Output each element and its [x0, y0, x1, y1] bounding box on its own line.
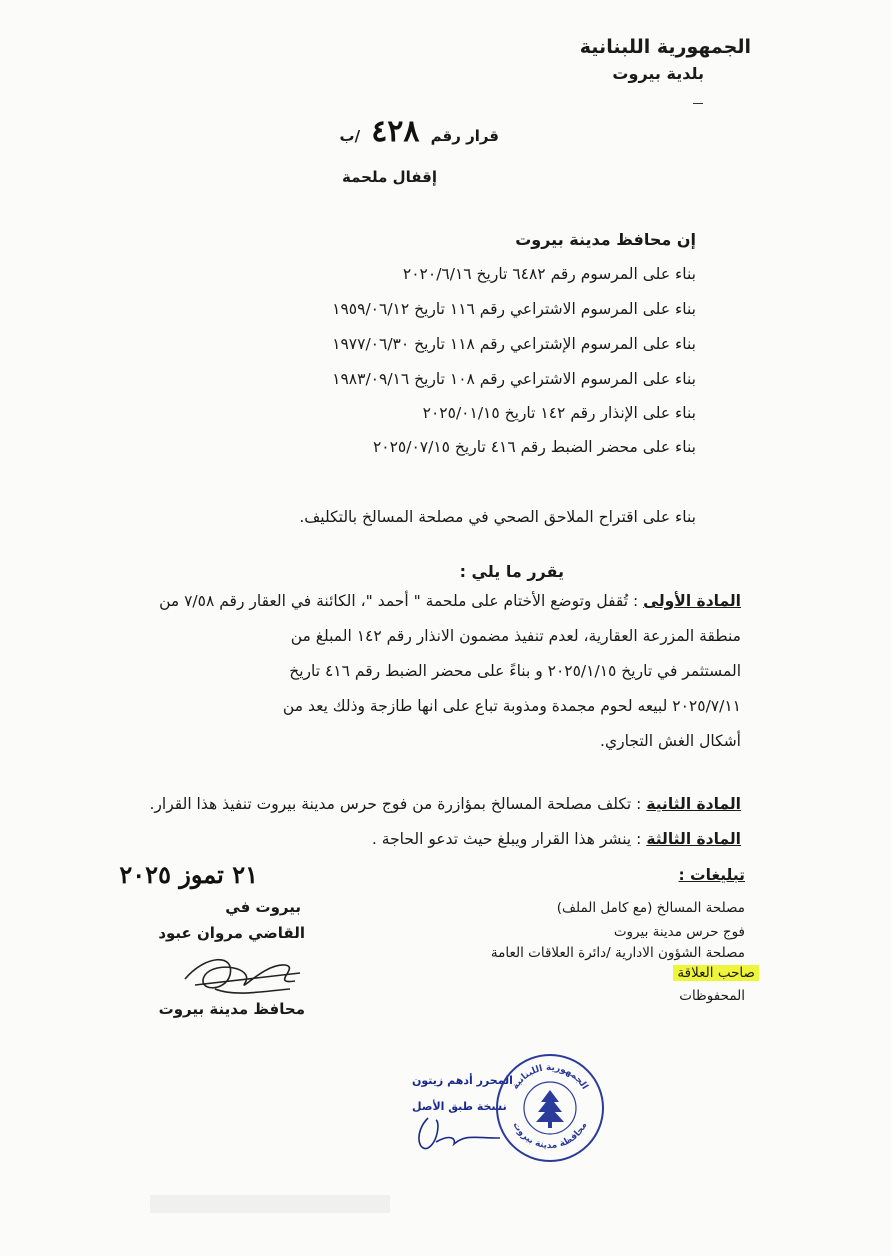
- notification-item: فوج حرس مدينة بيروت: [613, 924, 745, 940]
- reference-line: بناء على الإنذار رقم ١٤٢ تاريخ ٢٠٢٥/٠١/١٥: [422, 404, 696, 422]
- article-one: [159, 592, 741, 610]
- header-dash: [693, 103, 703, 104]
- seal-bottom-text: محافظة مدينة بيروت: [510, 1120, 590, 1152]
- article-two-text: : تكلف مصلحة المسالخ بمؤازرة من فوج حرس مدينة بيروت تنفيذ هذا القرار.: [149, 795, 642, 813]
- reference-line: بناء على المرسوم الاشتراعي رقم ١٠٨ تاريخ ١٩٨٣/٠٩/١٦: [332, 370, 696, 388]
- reference-line: بناء على المرسوم رقم ٦٤٨٢ تاريخ ٢٠٢٠/٦/١٦: [402, 265, 696, 283]
- article-one-line: المستثمر في تاريخ ٢٠٢٥/١/١٥ و بناءً على محضر الضبط رقم ٤١٦ تاريخ: [289, 662, 741, 680]
- article-three: [372, 830, 741, 848]
- notifications-title: تبليغات :: [678, 866, 745, 884]
- handwritten-date: ٢١ تموز ٢٠٢٥: [119, 860, 258, 889]
- decides-heading: يقرر ما يلي :: [459, 562, 564, 581]
- decision-subject: إقفال ملحمة: [341, 168, 437, 186]
- article-one-line: أشكال الغش التجاري.: [600, 732, 741, 750]
- notification-item-highlighted: [673, 965, 759, 981]
- signature-place: بيروت في: [225, 898, 301, 916]
- article-one-label: المادة الأولى: [643, 592, 741, 610]
- municipality-header: بلدية بيروت: [612, 64, 704, 83]
- decision-number: [340, 114, 499, 149]
- notification-item: مصلحة الشؤون الادارية /دائرة العلاقات العامة: [490, 945, 745, 961]
- stamp-editor: المحرر أدهم زيتون: [412, 1074, 513, 1087]
- proposal-line: بناء على اقتراح الملاحق الصحي في مصلحة المسالخ بالتكليف.: [299, 508, 696, 526]
- stamp-copy-note: نسخة طبق الأصل: [412, 1100, 507, 1113]
- reference-line: بناء على المرسوم الاشتراعي رقم ١١٦ تاريخ ١٩٥٩/٠٦/١٢: [332, 300, 696, 318]
- seal-top-text: الجمهورية اللبنانية: [510, 1062, 590, 1092]
- notification-item: مصلحة المسالخ (مع كامل الملف): [556, 900, 745, 916]
- decision-number-handwritten: ٤٢٨: [371, 114, 420, 149]
- article-two-label: المادة الثانية: [646, 795, 741, 813]
- signature-title: محافظ مدينة بيروت: [158, 1000, 305, 1018]
- article-one-line: ٢٠٢٥/٧/١١ لبيعه لحوم مجمدة ومذوبة تباع على انها طازجة وذلك يعد من: [282, 697, 741, 715]
- decision-number-prefix: قرار رقم: [430, 127, 499, 145]
- article-one-line: : تُقفل وتوضع الأختام على ملحمة " أحمد "، الكائنة في العقار رقم ٧/٥٨ من: [159, 592, 639, 610]
- svg-text:الجمهورية اللبنانية: [511, 1063, 590, 1091]
- authority-line: إن محافظ مدينة بيروت: [515, 230, 696, 249]
- republic-header: الجمهورية اللبنانية: [579, 36, 751, 58]
- scan-smudge: [150, 1195, 390, 1213]
- reference-line: بناء على المرسوم الإشتراعي رقم ١١٨ تاريخ ١٩٧٧/٠٦/٣٠: [332, 335, 696, 353]
- notification-item: المحفوظات: [679, 988, 745, 1004]
- decision-number-suffix: /ب: [339, 127, 361, 145]
- article-two: [149, 795, 741, 813]
- cedar-icon: [536, 1090, 564, 1128]
- highlight-mark: صاحب العلاقة: [673, 965, 759, 981]
- signature-scribble: [175, 945, 315, 1003]
- article-three-text: : ينشر هذا القرار ويبلغ حيث تدعو الحاجة .: [371, 830, 642, 848]
- signature-name: القاضي مروان عبود: [158, 924, 305, 942]
- reference-line: بناء على محضر الضبط رقم ٤١٦ تاريخ ٢٠٢٥/٠٧/١٥: [372, 438, 696, 456]
- article-three-label: المادة الثالثة: [646, 830, 741, 848]
- official-seal: [494, 1052, 606, 1164]
- article-one-line: منطقة المزرعة العقارية، لعدم تنفيذ مضمون الانذار رقم ١٤٢ المبلغ من: [290, 627, 741, 645]
